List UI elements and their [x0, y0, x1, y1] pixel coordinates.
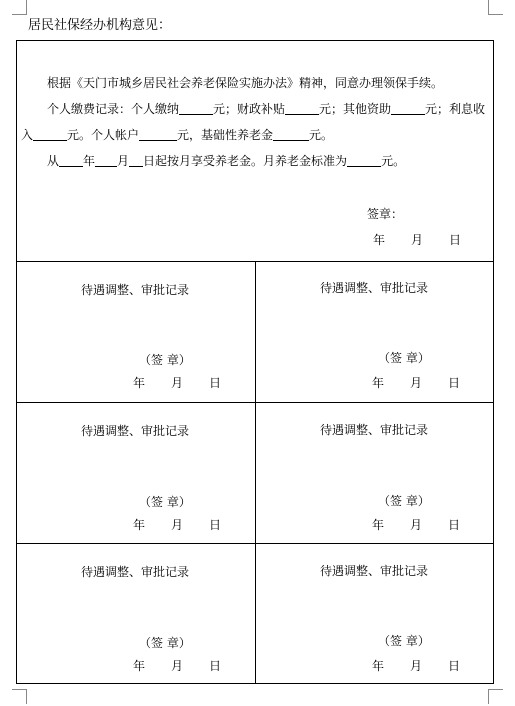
cell-title: 待遇调整、审批记录 [81, 424, 190, 438]
cell-title: 待遇调整、审批记录 [320, 281, 429, 295]
page-corner-mark-top-left [12, 0, 27, 15]
opinion-line-2 [47, 100, 485, 117]
cell-date [372, 516, 460, 533]
label-yuan: 元。 [381, 154, 406, 168]
blank-pension-standard[interactable] [347, 154, 381, 167]
cell-stamp-label: （签 章） [139, 495, 191, 509]
cell-stamp-label: （签 章） [378, 634, 430, 648]
blank-personal-account[interactable] [139, 128, 177, 141]
date-month: 月 [410, 659, 423, 673]
date-day: 日 [448, 376, 461, 390]
page-corner-mark-bottom-right [488, 689, 503, 704]
label-personal-account: 元。个人帐户 [67, 128, 140, 142]
cell-title: 待遇调整、审批记录 [320, 423, 429, 437]
date-month: 月 [171, 376, 184, 390]
blank-personal-payment[interactable] [179, 102, 213, 115]
approval-record-cell [256, 544, 493, 683]
date-month: 月 [410, 518, 423, 532]
opinion-box [17, 41, 493, 262]
blank-start-day[interactable] [129, 154, 143, 167]
approval-record-cell [17, 261, 255, 402]
cell-date [372, 374, 460, 391]
label-year: 年 [83, 154, 96, 168]
form-table [16, 40, 494, 684]
label-personal-payment: 个人缴费记录：个人缴纳 [47, 102, 180, 116]
cell-date [133, 516, 221, 533]
date-year: 年 [372, 376, 385, 390]
section-heading: 居民社保经办机构意见： [28, 18, 172, 33]
date-year: 年 [133, 659, 146, 673]
date-month: 月 [411, 233, 424, 247]
blank-other-funding[interactable] [391, 102, 425, 115]
date-day: 日 [209, 376, 222, 390]
approval-record-cell [17, 544, 255, 683]
label-pension-standard: 日起按月享受养老金。月养老金标准为 [143, 154, 348, 168]
date-day: 日 [209, 659, 222, 673]
blank-interest[interactable] [33, 128, 67, 141]
label-basic-pension: 元，基础性养老金 [177, 128, 274, 142]
date-year: 年 [373, 233, 386, 247]
label-other-funding: 元；其他资助 [319, 102, 392, 116]
label-yuan-end: 元。 [309, 128, 334, 142]
label-fiscal-subsidy: 元；财政补贴 [213, 102, 286, 116]
date-year: 年 [133, 518, 146, 532]
blank-start-month[interactable] [95, 154, 117, 167]
cell-title: 待遇调整、审批记录 [81, 283, 190, 297]
cell-title: 待遇调整、审批记录 [320, 564, 429, 578]
blank-basic-pension[interactable] [273, 128, 309, 141]
cell-stamp-label: （签 章） [378, 351, 430, 365]
date-month: 月 [171, 659, 184, 673]
cell-stamp-label: （签 章） [139, 353, 191, 367]
date-year: 年 [372, 518, 385, 532]
opinion-signature-label: 签章： [367, 207, 404, 221]
date-month: 月 [410, 376, 423, 390]
date-day: 日 [449, 233, 462, 247]
blank-start-year[interactable] [59, 154, 83, 167]
cell-date [372, 657, 460, 674]
opinion-line-3 [21, 126, 333, 143]
label-interest: 元；利息收 [425, 102, 486, 116]
cell-date [133, 374, 221, 391]
date-month: 月 [171, 518, 184, 532]
cell-title: 待遇调整、审批记录 [81, 565, 190, 579]
date-day: 日 [209, 518, 222, 532]
opinion-line-4 [47, 152, 405, 169]
opinion-line-1: 根据《天门市城乡居民社会养老保险实施办法》精神，同意办理领保手续。 [47, 76, 444, 90]
date-day: 日 [448, 518, 461, 532]
approval-record-cell [256, 261, 493, 402]
approval-records-grid [17, 261, 493, 683]
label-from: 从 [47, 154, 60, 168]
page-corner-mark-top-right [488, 0, 503, 15]
label-interest-cont: 入 [21, 128, 34, 142]
opinion-date [373, 231, 461, 248]
date-year: 年 [133, 376, 146, 390]
cell-stamp-label: （签 章） [139, 636, 191, 650]
approval-record-cell [256, 403, 493, 543]
cell-date [133, 657, 221, 674]
approval-record-cell [17, 403, 255, 543]
cell-stamp-label: （签 章） [378, 494, 430, 508]
label-month: 月 [117, 154, 130, 168]
date-year: 年 [372, 659, 385, 673]
date-day: 日 [448, 659, 461, 673]
page-corner-mark-bottom-left [12, 689, 27, 704]
blank-fiscal-subsidy[interactable] [285, 102, 319, 115]
